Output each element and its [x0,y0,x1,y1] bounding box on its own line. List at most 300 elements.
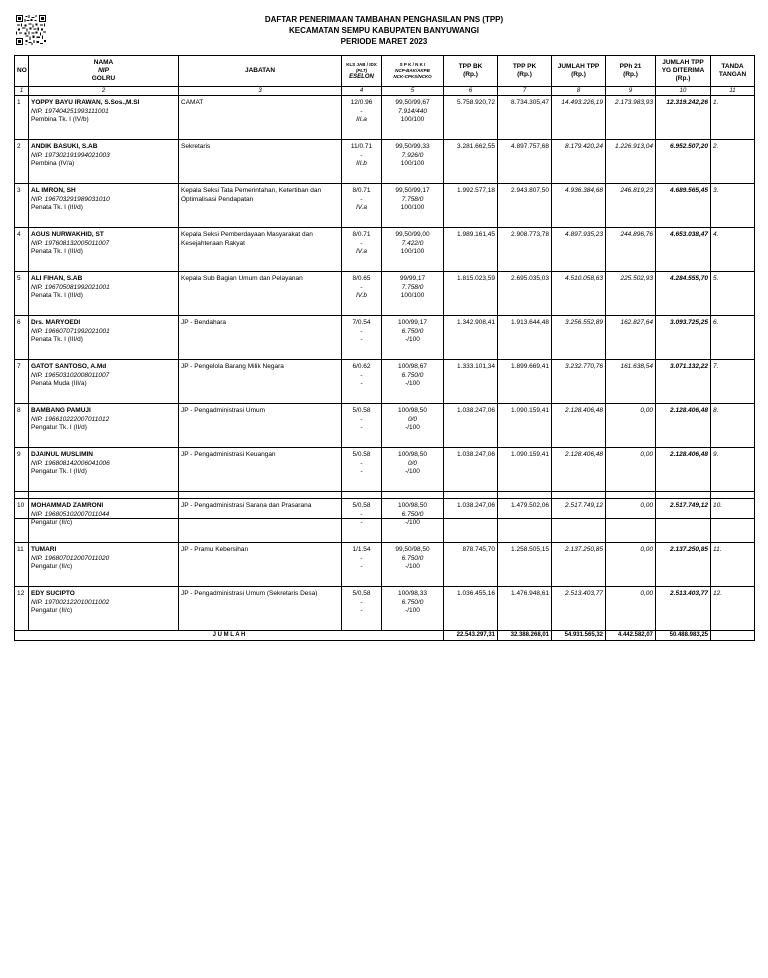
kls-cell [342,587,382,631]
signature-cell [711,140,755,184]
spk-nilai: 100/98,67 [398,363,427,370]
signature-cell [711,499,755,543]
signature-cell [711,228,755,272]
col-spk: S P K / N K I NCP-BAK/AKPB NCK-CPKS/NCKO [382,56,444,87]
tpp-diterima-cell [656,228,711,272]
signature-cell [711,543,755,587]
table-row [15,499,755,543]
column-number: 2 [29,87,179,96]
jabatan-cell [179,448,342,492]
row-number: 1 [17,99,21,106]
jabatan-text: Kepala Seksi Tata Pemerintahan, Ketertiban dan Optimalisasi Pendapatan [181,187,322,203]
column-number: 5 [382,87,444,96]
tpp-pk-value: 1.479.502,06 [511,502,549,509]
spk-cell [382,543,444,587]
tpp-bk-value: 3.281.662,55 [457,143,495,150]
total-label: J U M L A H [15,631,444,641]
spk-nck: 100/100 [400,292,425,299]
tpp-pk-value: 1.090.159,41 [511,451,549,458]
employee-cell [29,543,179,587]
tpp-pk-cell [498,316,552,360]
row-number: 7 [17,363,21,370]
col-tpp-diterima: JUMLAH TPP YG DITERIMA (Rp.) [656,56,711,87]
eselon-value: - [360,380,363,387]
spk-bak: 0/0 [407,459,418,467]
kls-cell [342,404,382,448]
tpp-diterima-cell [656,360,711,404]
table-row [15,140,755,184]
employee-nip: NIP. 196503102008011007 [31,371,110,379]
row-no [15,184,29,228]
title-line-1: DAFTAR PENERIMAAN TAMBAHAN PENGHASILAN PNS (TPP) [264,15,504,24]
jumlah-tpp-cell [552,587,606,631]
tpp-diterima-cell [656,96,711,140]
signature-cell [711,360,755,404]
spk-bak: 7.758/0 [401,195,424,203]
column-number: 4 [342,87,382,96]
total-row [15,631,755,641]
title-line-2: KECAMATAN SEMPU KABUPATEN BANYUWANGI [288,26,480,35]
kls-cell [342,448,382,492]
tpp-bk-cell [444,499,498,543]
employee-golru: Pengatur (II/c) [31,607,73,614]
tpp-diterima-value: 3.071.132,22 [670,363,708,370]
jumlah-tpp-cell [552,184,606,228]
employee-golru: Pengatur Tk. I (II/d) [31,424,87,431]
row-no [15,543,29,587]
table-row [15,404,755,448]
tpp-bk-cell [444,316,498,360]
eselon-value: IV.a [355,204,368,211]
employee-name: DJAINUL MUSLIMIN [31,451,93,458]
eselon-value: III.a [356,116,367,123]
spk-bak: 6.750/0 [401,554,424,562]
tpp-diterima-value: 6.952.507,20 [670,143,708,150]
jabatan-cell [179,499,342,543]
spk-cell [382,140,444,184]
row-number: 10 [17,502,25,509]
jumlah-tpp-cell [552,499,606,543]
row-no [15,499,29,543]
jumlah-tpp-value: 2.128.406,48 [565,451,603,458]
jabatan-cell [179,228,342,272]
table-row [15,184,755,228]
kls-dash: - [360,151,363,159]
pph21-value: 162.827,64 [620,319,653,326]
signature-number: 9. [713,451,719,458]
tpp-bk-cell [444,272,498,316]
spk-nck: 100/100 [400,160,425,167]
pph21-value: 161.638,54 [620,363,653,370]
signature-number: 11. [713,546,722,553]
tpp-bk-value: 1.036.455,16 [457,590,495,597]
tpp-diterima-value: 2.128.406,48 [670,451,708,458]
employee-golru: Penata Tk. I (III/d) [31,336,83,343]
spk-bak: 7.926/0 [401,151,424,159]
employee-nip: NIP. 196808142006041006 [31,459,110,467]
spk-nck: -/100 [405,380,420,387]
employee-cell [29,448,179,492]
spk-bak: 6.750/0 [401,327,424,335]
jumlah-tpp-cell [552,543,606,587]
signature-number: 6. [713,319,719,326]
signature-number: 3. [713,187,719,194]
pph21-value: 0,00 [640,407,653,414]
tpp-pk-value: 2.943.807,50 [511,187,549,194]
jumlah-tpp-value: 3.232.770,76 [565,363,603,370]
jabatan-cell [179,140,342,184]
pph21-cell [606,272,656,316]
col-no: NO [15,56,29,87]
row-number: 6 [17,319,21,326]
spk-cell [382,448,444,492]
kls-dash: - [360,598,363,606]
row-no [15,228,29,272]
row-no [15,360,29,404]
employee-name: ANDIK BASUKI, S.AB [31,143,98,150]
spk-cell [382,499,444,543]
jabatan-cell [179,587,342,631]
kls-value: 8/0.71 [352,187,371,194]
spk-nilai: 99,50/99,00 [395,231,430,238]
table-row [15,272,755,316]
kls-cell [342,543,382,587]
row-no [15,140,29,184]
jumlah-tpp-value: 3.256.552,89 [565,319,603,326]
kls-value: 6/0.62 [352,363,371,370]
employee-name: MOHAMMAD ZAMRONI [31,502,104,509]
employee-name: Drs. MARYOEDI [31,319,81,326]
signature-cell [711,316,755,360]
jumlah-tpp-cell [552,404,606,448]
col-tpp-bk: TPP BK (Rp.) [444,56,498,87]
employee-name: GATOT SANTOSO, A.Md [31,363,107,370]
employee-golru: Penata Tk. I (III/d) [31,204,83,211]
tpp-pk-cell [498,272,552,316]
tpp-bk-value: 1.038.247,06 [457,502,495,509]
col-jabatan: JABATAN [179,56,342,87]
employee-cell [29,499,179,543]
jumlah-tpp-value: 2.517.749,12 [565,502,603,509]
spk-nck: -/100 [405,519,420,526]
tpp-bk-value: 1.989.161,45 [457,231,495,238]
column-number: 7 [498,87,552,96]
tpp-diterima-cell [656,316,711,360]
employee-name: ALI FIHAN, S.AB [31,275,83,282]
spk-cell [382,404,444,448]
employee-name: AGUS NURWAKHID, ST [31,231,104,238]
tpp-pk-value: 4.897.757,68 [511,143,549,150]
eselon-value: - [360,607,363,614]
tpp-diterima-value: 2.128.406,48 [670,407,708,414]
spk-nilai: 100/98,50 [398,451,427,458]
jabatan-cell [179,543,342,587]
spk-nilai: 100/98,33 [398,590,427,597]
tpp-bk-value: 1.333.101,34 [457,363,495,370]
tpp-diterima-cell [656,448,711,492]
spk-bak: 7.914/440 [398,107,427,115]
col-tpp-pk: TPP PK (Rp.) [498,56,552,87]
spk-nilai: 99,50/99,17 [395,187,430,194]
jumlah-tpp-cell [552,448,606,492]
kls-value: 5/0.58 [352,451,371,458]
total-pk: 32.388.268,01 [498,631,552,641]
jabatan-text: Sekretaris [181,143,211,150]
column-number-row [15,87,755,96]
kls-dash: - [360,554,363,562]
kls-dash: - [360,195,363,203]
spk-nck: 100/100 [400,248,425,255]
tpp-diterima-value: 2.513.403,77 [670,590,708,597]
tpp-bk-cell [444,404,498,448]
row-no [15,587,29,631]
employee-cell [29,228,179,272]
spk-nilai: 100/99,17 [398,319,427,326]
jumlah-tpp-value: 4.936.384,68 [565,187,603,194]
jumlah-tpp-value: 2.128.406,48 [565,407,603,414]
employee-nip: NIP. 196705081992021001 [31,283,110,291]
kls-dash: - [360,239,363,247]
spk-nilai: 99,50/99,67 [395,99,430,106]
spk-cell [382,96,444,140]
kls-value: 8/0.65 [352,275,371,282]
jabatan-text: CAMAT [181,99,204,106]
pph21-cell [606,140,656,184]
kls-dash: - [360,459,363,467]
jabatan-text: JP - Bendahara [181,319,227,326]
jabatan-text: JP - Pengadministrasi Sarana dan Prasarana [181,502,312,509]
jabatan-cell [179,184,342,228]
table-row [15,228,755,272]
employee-name: TUMARI [31,546,57,553]
tpp-bk-cell [444,360,498,404]
spk-nck: -/100 [405,336,420,343]
employee-nip: NIP. 197302191994021003 [31,151,110,159]
spk-nck: 100/100 [400,204,425,211]
employee-nip: NIP. 197404251993111001 [31,107,109,115]
jabatan-cell [179,360,342,404]
employee-name: EDY SUCIPTO [31,590,75,597]
tpp-pk-value: 1.899.669,41 [511,363,549,370]
table-row [15,543,755,587]
tpp-diterima-cell [656,499,711,543]
tpp-diterima-value: 12.319.242,26 [666,99,708,106]
tpp-bk-value: 878.745,70 [462,546,495,553]
tpp-pk-value: 2.908.773,78 [511,231,549,238]
column-number: 8 [552,87,606,96]
spk-bak: 7.758/0 [401,283,424,291]
pph21-cell [606,228,656,272]
col-tanda-tangan: TANDA TANGAN [711,56,755,87]
employee-golru: Penata Tk. I (III/d) [31,292,83,299]
row-number: 3 [17,187,21,194]
kls-value: 5/0.58 [352,502,371,509]
employee-cell [29,272,179,316]
employee-nip: NIP. 197608132005011007 [31,239,110,247]
pph21-cell [606,360,656,404]
pph21-cell [606,316,656,360]
kls-cell [342,499,382,543]
row-no [15,316,29,360]
tpp-bk-cell [444,543,498,587]
tpp-pk-value: 1.258.505,15 [511,546,549,553]
employee-cell [29,140,179,184]
col-nama: NAMA NIP GOLRU [29,56,179,87]
pph21-cell [606,587,656,631]
jabatan-text: JP - Pramu Kebersihan [181,546,249,553]
spk-bak: 0/0 [407,415,418,423]
pph21-cell [606,184,656,228]
employee-nip: NIP. 196807012007011020 [31,554,110,562]
employee-golru: Pembina Tk. I (IV/b) [31,116,89,123]
row-no [15,272,29,316]
tpp-diterima-cell [656,140,711,184]
kls-dash: - [360,283,363,291]
employee-golru: Pembina (IV/a) [31,160,75,167]
jumlah-tpp-cell [552,228,606,272]
employee-name: AL IMRON, SH [31,187,76,194]
spk-nck: -/100 [405,607,420,614]
kls-value: 1/1.54 [352,546,371,553]
kls-value: 12/0.96 [350,99,373,106]
pph21-value: 244.896,76 [620,231,653,238]
tpp-diterima-value: 3.093.725,25 [670,319,708,326]
signature-number: 12. [713,590,723,597]
eselon-value: IV.b [355,292,368,299]
title-line-3: PERIODE MARET 2023 [340,37,428,46]
kls-dash: - [360,415,363,423]
pph21-value: 2.173.983,93 [615,99,653,106]
eselon-value: - [360,519,363,526]
kls-cell [342,360,382,404]
tpp-bk-value: 1.815.023,59 [457,275,495,282]
spk-nilai: 99,50/98,50 [395,546,430,553]
kls-value: 11/0.71 [350,143,373,150]
employee-golru: Pengatur Tk. I (II/d) [31,468,87,475]
employee-name: BAMBANG PAMUJI [31,407,91,414]
kls-dash: - [360,327,363,335]
column-number: 1 [15,87,29,96]
tpp-diterima-value: 4.689.565,45 [670,187,708,194]
kls-value: 8/0.71 [352,231,371,238]
tpp-pk-value: 8.734.305,47 [511,99,549,106]
spk-cell [382,316,444,360]
tpp-pk-cell [498,184,552,228]
jumlah-tpp-value: 14.493.226,19 [561,99,603,106]
eselon-value: - [360,336,363,343]
tpp-diterima-value: 4.284.555,70 [670,275,708,282]
pph21-value: 225.502,93 [620,275,653,282]
jumlah-tpp-value: 2.137.250,85 [565,546,603,553]
jabatan-text: JP - Pengadministrasi Keuangan [181,451,276,458]
tpp-pk-cell [498,96,552,140]
employee-nip: NIP. 196610222007011012 [31,415,110,423]
total-jml: 54.931.565,32 [552,631,606,641]
tpp-diterima-cell [656,404,711,448]
tpp-bk-cell [444,228,498,272]
column-number: 9 [606,87,656,96]
row-number: 9 [17,451,21,458]
tpp-diterima-cell [656,543,711,587]
tpp-pk-cell [498,360,552,404]
kls-cell [342,316,382,360]
table-row [15,448,755,492]
pph21-value: 0,00 [640,451,653,458]
tpp-diterima-cell [656,587,711,631]
column-number: 10 [656,87,711,96]
pph21-cell [606,499,656,543]
tpp-table-continued [14,498,755,641]
row-number: 5 [17,275,21,282]
tpp-pk-cell [498,499,552,543]
spk-nck: -/100 [405,468,420,475]
spk-cell [382,228,444,272]
jumlah-tpp-value: 2.513.403,77 [565,590,603,597]
tpp-diterima-cell [656,272,711,316]
table-row [15,360,755,404]
jumlah-tpp-value: 4.510.058,63 [565,275,603,282]
column-number: 3 [179,87,342,96]
eselon-value: IV.a [355,248,368,255]
pph21-cell [606,543,656,587]
kls-dash: - [360,371,363,379]
signature-cell [711,184,755,228]
pph21-value: 0,00 [640,502,653,509]
col-kls: KLS JAB / IDX (PLT) ESELON [342,56,382,87]
jabatan-text: Kepala Sub Bagian Umum dan Pelayanan [181,275,303,282]
signature-cell [711,448,755,492]
employee-cell [29,360,179,404]
col-pph21: PPh 21 (Rp.) [606,56,656,87]
col-jumlah-tpp: JUMLAH TPP (Rp.) [552,56,606,87]
jumlah-tpp-cell [552,360,606,404]
tpp-table [14,55,755,519]
spk-nilai: 100/98,50 [398,502,427,509]
pph21-cell [606,96,656,140]
tpp-bk-cell [444,448,498,492]
employee-cell [29,96,179,140]
jumlah-tpp-cell [552,140,606,184]
employee-name: YOPPY BAYU IRAWAN, S.Sos.,M.SI [31,99,140,106]
table-row [15,316,755,360]
kls-value: 5/0.58 [352,590,371,597]
jumlah-tpp-cell [552,272,606,316]
employee-nip: NIP. 196703291989031010 [31,195,110,203]
total-pph: 4.442.582,07 [606,631,656,641]
tpp-pk-cell [498,228,552,272]
signature-number: 10. [713,502,723,509]
jumlah-tpp-cell [552,96,606,140]
row-number: 2 [17,143,21,150]
tpp-bk-cell [444,184,498,228]
jabatan-text: Kepala Seksi Pemberdayaan Masyarakat dan Kesejahteraan Rakyat [181,231,313,247]
tpp-diterima-cell [656,184,711,228]
employee-cell [29,316,179,360]
employee-golru: Penata Tk. I (III/d) [31,248,83,255]
document-title [0,14,768,47]
tpp-bk-cell [444,587,498,631]
spk-cell [382,587,444,631]
employee-cell [29,184,179,228]
eselon-value: III.b [356,160,367,167]
tpp-pk-cell [498,140,552,184]
signature-number: 1. [713,99,719,106]
jumlah-tpp-cell [552,316,606,360]
spk-bak: 6.750/0 [401,510,424,518]
kls-cell [342,184,382,228]
tpp-bk-cell [444,96,498,140]
tpp-diterima-value: 2.517.749,12 [670,502,708,509]
